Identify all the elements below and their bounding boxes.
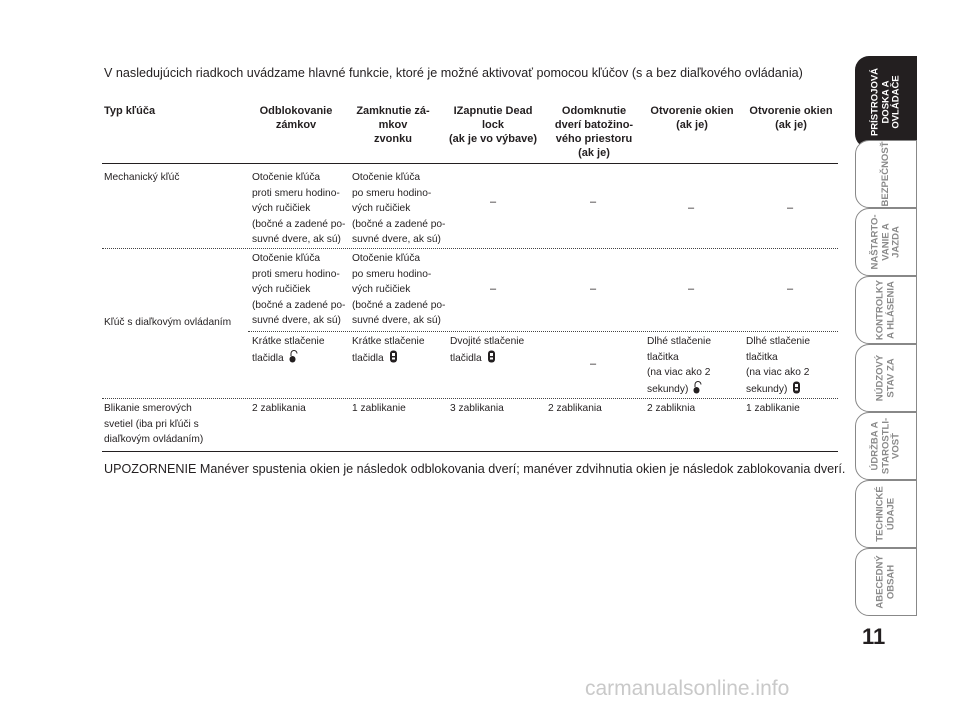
row-remote-btn-window-close (746, 334, 810, 397)
key-unlock-icon (288, 350, 299, 363)
row-blink-deadlock: 3 zablikania (450, 403, 504, 414)
header-line: Otvorenie okien (650, 105, 734, 117)
cell-line: proti smeru hodino- (252, 187, 340, 199)
row-remote-mech-boot: – (590, 283, 597, 295)
cell-line: tlačidla (252, 350, 324, 367)
cell-line: proti smeru hodino- (252, 268, 340, 280)
row-remote-mech-deadlock: – (490, 283, 497, 295)
row-mechanical-label: Mechanický kľúč (104, 172, 180, 183)
cell-line: suvné dvere, ak sú) (252, 234, 341, 245)
cell-line: Otočenie kľúča (252, 172, 321, 183)
header-line: vého priestoru (555, 133, 633, 145)
tab-emergency[interactable]: NÚDZOVÝ STAV ZA (855, 344, 917, 412)
header-window-close (741, 104, 841, 132)
cell-line: Krátke stlačenie (252, 336, 325, 347)
cell-line: Otočenie kľúča (352, 172, 421, 183)
cell-line: Krátke stlačenie (352, 336, 425, 347)
row-divider (102, 398, 838, 399)
intro-text: V nasledujúcich riadkoch uvádzame hlavné funkcie, ktoré je možné aktivovať pomocou kľúčov (s a bez diaľkového ovládania) (104, 66, 803, 80)
header-divider (102, 163, 838, 164)
row-remote-btn-unlock (252, 334, 324, 366)
header-line: (ak je) (676, 119, 708, 131)
row-remote-mech-window-close: – (787, 283, 794, 295)
cell-line: vých ručičiek (352, 203, 411, 214)
cell-line: Blikanie smerových (104, 403, 192, 414)
row-blink-window-open: 2 zabliknia (647, 403, 696, 414)
header-window-open (644, 104, 740, 132)
cell-line: (na viac ako 2 (647, 367, 711, 378)
tab-index[interactable]: ABECEDNÝ OBSAH (855, 548, 917, 616)
row-remote-btn-boot: – (590, 358, 597, 370)
row-remote-mech-window-open: – (688, 283, 695, 295)
cell-line: suvné dvere, ak sú) (352, 234, 441, 245)
header-boot (546, 104, 642, 160)
header-deadlock (444, 104, 542, 146)
tab-technical-data[interactable]: TECHNICKÉ ÚDAJE (855, 480, 917, 548)
header-line: IZapnutie Dead (453, 105, 533, 117)
cell-line: vých ručičiek (252, 284, 311, 295)
row-divider (102, 248, 838, 249)
row-mechanical-lock (352, 170, 445, 248)
header-line: (ak je vo výbave) (448, 133, 538, 145)
key-lock-icon (791, 381, 802, 394)
cell-line: (na viac ako 2 (746, 367, 810, 378)
cell-line: suvné dvere, ak sú) (352, 315, 441, 326)
cell-line: (bočné a zadené po- (352, 299, 446, 311)
row-remote-btn-deadlock (450, 334, 524, 366)
cell-line: sekundy) (647, 381, 711, 398)
cell-line: (bočné a zadené po- (252, 218, 346, 230)
row-blink-label (104, 401, 203, 448)
cell-line: Otočenie kľúča (352, 253, 421, 264)
watermark: carmanualsonline.info (585, 677, 790, 700)
cell-line: suvné dvere, ak sú) (252, 315, 341, 326)
cell-line: Dlhé stlačenie (647, 336, 711, 347)
table-bottom-border (102, 451, 838, 452)
header-line: Typ kľúča (104, 105, 156, 117)
warning-note: UPOZORNENIE Manéver spustenia okien je následok odblokovania dverí; manéver zdvihnutia okien je následok zablokovania dverí. (104, 462, 846, 476)
row-blink-unlock: 2 zablikania (252, 403, 306, 414)
cell-line: vých ručičiek (352, 284, 411, 295)
row-remote-btn-lock (352, 334, 424, 366)
row-mechanical-window-open: – (688, 202, 695, 214)
page-number: 11 (862, 624, 886, 649)
cell-line: sekundy) (746, 381, 810, 398)
header-unlock (248, 104, 344, 132)
header-line: Otvorenie okien (749, 105, 833, 117)
header-line: zámkov (275, 119, 317, 131)
cell-line: (bočné a zadené po- (252, 299, 346, 311)
row-remote-mech-unlock (252, 251, 345, 329)
cell-line: (bočné a zadené po- (352, 218, 446, 230)
tab-dashboard-controls[interactable]: PRÍSTROJOVÁ DOSKA A OVLÁDAČE (855, 56, 917, 148)
row-blink-lock: 1 zablikanie (352, 403, 406, 414)
cell-line: tlačidla (352, 350, 424, 367)
cell-line: vých ručičiek (252, 203, 311, 214)
cell-line: po smeru hodino- (352, 268, 432, 280)
key-unlock-icon (692, 381, 703, 394)
row-mechanical-unlock (252, 170, 345, 248)
tab-safety[interactable]: BEZPEČNOSŤ (855, 140, 917, 208)
cell-line: po smeru hodino- (352, 187, 432, 199)
cell-line: Dlhé stlačenie (746, 336, 810, 347)
header-line: Odomknutie (561, 105, 627, 117)
cell-line: svetiel (iba pri kľúči s (104, 418, 199, 430)
cell-line: tlačidla (450, 350, 524, 367)
row-divider (248, 331, 838, 332)
row-remote-btn-window-open (647, 334, 711, 397)
row-remote-label: Kľúč s diaľkovým ovládaním (104, 317, 232, 328)
tab-maintenance[interactable]: ÚDRŽBA A STAROSTLI- VOSŤ (855, 412, 917, 480)
header-line: Odblokovanie (259, 105, 333, 117)
header-key-type (104, 104, 155, 118)
row-blink-boot: 2 zablikania (548, 403, 602, 414)
header-lock (345, 104, 441, 146)
cell-line: Otočenie kľúča (252, 253, 321, 264)
row-mechanical-deadlock: – (490, 196, 497, 208)
key-lock-icon (388, 350, 399, 363)
header-line: (ak je) (775, 119, 807, 131)
row-mechanical-window-close: – (787, 202, 794, 214)
tab-starting-driving[interactable]: NAŠTARTO- VANIE A JAZDA (855, 208, 917, 276)
cell-line: tlačitka (746, 351, 778, 363)
row-blink-window-close: 1 zablikanie (746, 403, 800, 414)
cell-line: diaľkovým ovládaním) (104, 434, 204, 445)
header-line: Zamknutie zá- (356, 105, 430, 117)
tab-warning-lights[interactable]: KONTROLKY A HLÁSENIA (855, 276, 917, 344)
header-line: zvonku (374, 133, 412, 145)
cell-line: Dvojité stlačenie (450, 336, 525, 347)
row-mechanical-boot: – (590, 196, 597, 208)
header-line: dverí batožino- (554, 119, 634, 131)
header-line: lock (481, 119, 504, 131)
key-lock-icon (486, 350, 497, 363)
header-line: mkov (378, 119, 408, 131)
row-remote-mech-lock (352, 251, 445, 329)
header-line: (ak je) (578, 147, 610, 159)
cell-line: tlačitka (647, 351, 679, 363)
